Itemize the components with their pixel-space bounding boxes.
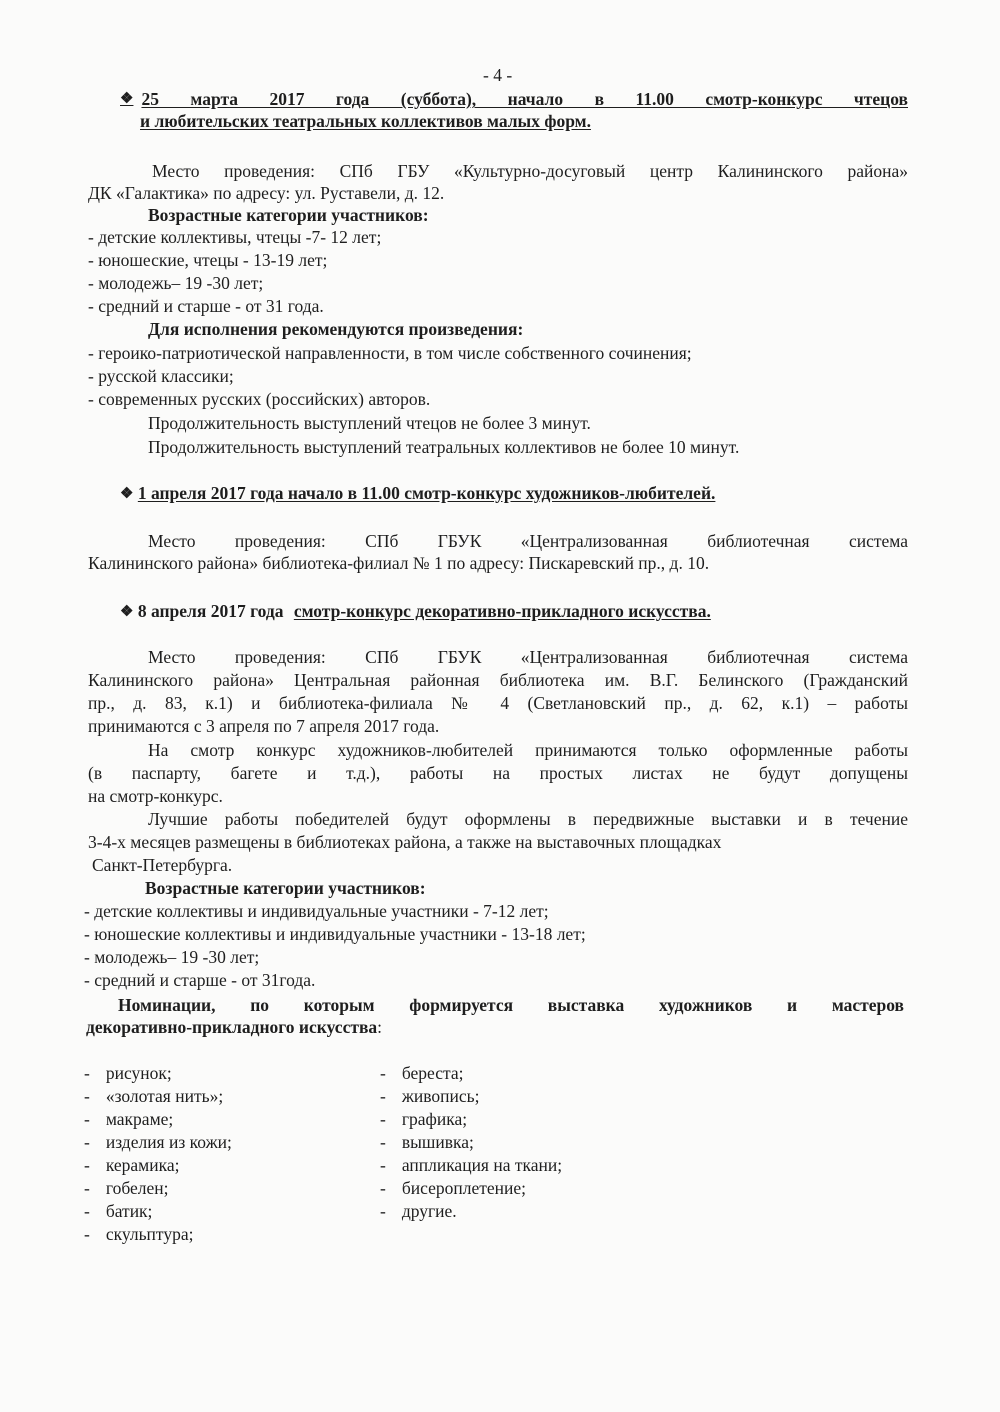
- list-item: - средний и старше - от 31года.: [84, 970, 316, 990]
- section-3-exhibit-line-1: Лучшие работы победителей будут оформлены в передвижные выставки и в течение: [148, 809, 908, 829]
- page-number: - 4 -: [483, 65, 513, 85]
- section-1-place-line-2: ДК «Галактика» по адресу: ул. Руставели, д. 12.: [88, 183, 445, 203]
- nomination-item: - макраме;: [84, 1109, 174, 1129]
- section-1-place-line-1: Место проведения: СПб ГБУ «Культурно-досуговый центр Калининского района»: [152, 161, 908, 181]
- section-1-title-text: 25 марта 2017 года (суббота), начало в 11.00 смотр-конкурс чтецов: [141, 89, 908, 109]
- nominations-heading-text: декоративно-прикладного искусства: [86, 1017, 378, 1037]
- nomination-item: - рисунок;: [84, 1063, 172, 1083]
- list-item: - героико-патриотической направленности, в том числе собственного сочинения;: [88, 343, 692, 363]
- list-item: - детские коллективы и индивидуальные участники - 7-12 лет;: [84, 901, 549, 921]
- section-2-place-line-2: Калининского района» библиотека-филиал № 1 по адресу: Пискаревский пр., д. 10.: [88, 553, 710, 573]
- section-2-title-text: 1 апреля 2017 года начало в 11.00 смотр-конкурс художников-любителей.: [137, 483, 716, 503]
- nomination-item: - вышивка;: [380, 1132, 474, 1152]
- list-item: - юношеские, чтецы - 13-19 лет;: [88, 250, 328, 270]
- list-item: - детские коллективы, чтецы -7- 12 лет;: [88, 227, 382, 247]
- list-item: - средний и старше - от 31 года.: [88, 296, 324, 316]
- section-3-age-heading: Возрастные категории участников:: [145, 878, 426, 898]
- section-1-duration-theatre: Продолжительность выступлений театральных коллективов не более 10 минут.: [148, 437, 740, 457]
- nomination-item: - «золотая нить»;: [84, 1086, 224, 1106]
- section-3-place-line-4: принимаются с 3 апреля по 7 апреля 2017 года.: [88, 716, 440, 736]
- section-1-duration-readers: Продолжительность выступлений чтецов не более 3 минут.: [148, 413, 591, 433]
- nominations-heading-colon: :: [377, 1017, 383, 1037]
- section-3-framing-line-1: На смотр конкурс художников-любителей принимаются только оформленные работы: [148, 740, 908, 760]
- nominations-heading-line-2: [86, 1016, 382, 1038]
- list-item: - юношеские коллективы и индивидуальные участники - 13-18 лет;: [84, 924, 586, 944]
- section-2-title: [120, 482, 715, 505]
- nomination-item: - батик;: [84, 1201, 153, 1221]
- section-2-place-line-1: Место проведения: СПб ГБУК «Централизованная библиотечная система: [148, 531, 908, 551]
- nomination-item: - скульптура;: [84, 1224, 194, 1244]
- section-1-title-line-2: и любительских театральных коллективов малых форм.: [140, 111, 591, 131]
- section-3-exhibit-line-3: Санкт-Петербурга.: [92, 855, 233, 875]
- section-3-framing-line-3: на смотр-конкурс.: [88, 786, 223, 806]
- list-item: - современных русских (российских) авторов.: [88, 389, 431, 409]
- section-1-title-line-1: [120, 88, 908, 110]
- list-item: - молодежь– 19 -30 лет;: [84, 947, 260, 967]
- nomination-item: - графика;: [380, 1109, 468, 1129]
- bullet-icon: ❖: [120, 486, 134, 502]
- section-1-age-heading: Возрастные категории участников:: [148, 205, 429, 225]
- nomination-item: - бисероплетение;: [380, 1178, 526, 1198]
- nomination-item: - береста;: [380, 1063, 464, 1083]
- nominations-heading-line-1: Номинации, по которым формируется выставка художников и мастеров: [118, 995, 904, 1015]
- list-item: - русской классики;: [88, 366, 234, 386]
- section-1-works-heading: Для исполнения рекомендуются произведения:: [148, 319, 524, 339]
- nomination-item: - изделия из кожи;: [84, 1132, 232, 1152]
- nomination-item: - керамика;: [84, 1155, 180, 1175]
- section-3-framing-line-2: (в паспарту, багете и т.д.), работы на простых листах не будут допущены: [88, 763, 908, 783]
- bullet-icon: ❖: [120, 91, 134, 107]
- bullet-icon: ❖: [120, 604, 134, 620]
- section-3-place-line-1: Место проведения: СПб ГБУК «Централизованная библиотечная система: [148, 647, 908, 667]
- nomination-item: - аппликация на ткани;: [380, 1155, 563, 1175]
- section-3-place-line-3: пр., д. 83, к.1) и библиотека-филиала № 4 (Светлановский пр., д. 62, к.1) – работы: [88, 693, 908, 713]
- section-3-exhibit-line-2: 3-4-х месяцев размещены в библиотеках района, а также на выставочных площадках: [88, 832, 722, 852]
- nomination-item: - другие.: [380, 1201, 457, 1221]
- nomination-item: - гобелен;: [84, 1178, 169, 1198]
- nomination-item: - живопись;: [380, 1086, 480, 1106]
- list-item: - молодежь– 19 -30 лет;: [88, 273, 264, 293]
- section-3-title: [120, 600, 711, 623]
- section-3-title-date: 8 апреля 2017 года: [137, 601, 284, 621]
- section-3-place-line-2: Калининского района» Центральная районная библиотека им. В.Г. Белинского (Гражданский: [88, 670, 908, 690]
- section-3-title-text: смотр-конкурс декоративно-прикладного искусства.: [293, 601, 711, 621]
